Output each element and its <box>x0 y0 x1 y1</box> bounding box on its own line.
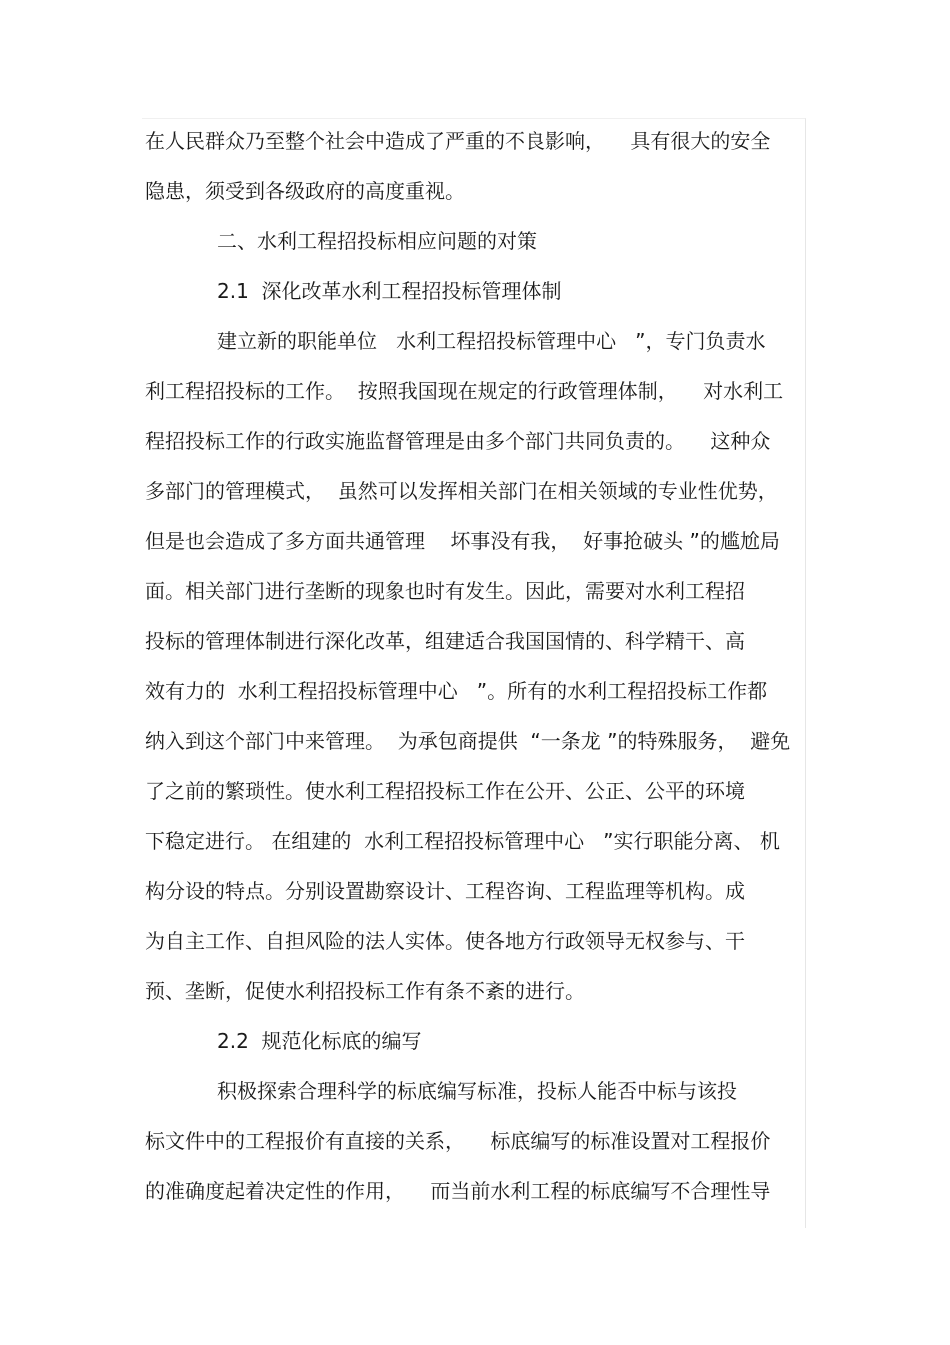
section-heading: 二、水利工程招投标相应问题的对策 <box>217 229 537 253</box>
paragraph-first-line: 积极探索合理科学的标底编写标准，投标人能否中标与该投 <box>217 1079 737 1103</box>
body-text-line: 投标的管理体制进行深化改革，组建适合我国国情的、科学精干、高 <box>145 629 745 653</box>
body-text-line: 构分设的特点。分别设置勘察设计、工程咨询、工程监理等机构。成 <box>145 879 745 903</box>
body-text-line: 下稳定进行。 在组建的 水利工程招投标管理中心 ”实行职能分离、 机 <box>145 829 780 853</box>
body-text-line: 了之前的繁琐性。使水利工程招投标工作在公开、公正、公平的环境 <box>145 779 745 803</box>
body-text-line: 的准确度起着决定性的作用， 而当前水利工程的标底编写不合理性导 <box>145 1179 771 1203</box>
body-text-line: 预、垄断，促使水利招投标工作有条不紊的进行。 <box>145 979 585 1003</box>
body-text-line: 但是也会造成了多方面共通管理 坏事没有我， 好事抢破头 ”的尴尬局 <box>145 529 780 553</box>
subsection-heading: 2.1 深化改革水利工程招投标管理体制 <box>217 279 562 303</box>
body-text-line: 在人民群众乃至整个社会中造成了严重的不良影响， 具有很大的安全 <box>145 129 771 153</box>
body-text-line: 多部门的管理模式， 虽然可以发挥相关部门在相关领域的专业性优势， <box>145 479 778 503</box>
body-text-line: 面。相关部门进行垄断的现象也时有发生。因此，需要对水利工程招 <box>145 579 745 603</box>
paragraph-first-line: 建立新的职能单位 水利工程招投标管理中心 ”，专门负责水 <box>217 329 766 353</box>
body-text-line: 纳入到这个部门中来管理。 为承包商提供 “一条龙 ”的特殊服务， 避免 <box>145 729 791 753</box>
body-text-line: 利工程招投标的工作。 按照我国现在规定的行政管理体制， 对水利工 <box>145 379 784 403</box>
body-text-line: 标文件中的工程报价有直接的关系， 标底编写的标准设置对工程报价 <box>145 1129 771 1153</box>
body-text-line: 隐患，须受到各级政府的高度重视。 <box>145 179 465 203</box>
subsection-heading: 2.2 规范化标底的编写 <box>217 1029 422 1053</box>
body-text-line: 程招投标工作的行政实施监督管理是由多个部门共同负责的。 这种众 <box>145 429 771 453</box>
body-text-line: 效有力的 水利工程招投标管理中心 ”。所有的水利工程招投标工作都 <box>145 679 768 703</box>
body-text-line: 为自主工作、自担风险的法人实体。使各地方行政领导无权参与、干 <box>145 929 745 953</box>
